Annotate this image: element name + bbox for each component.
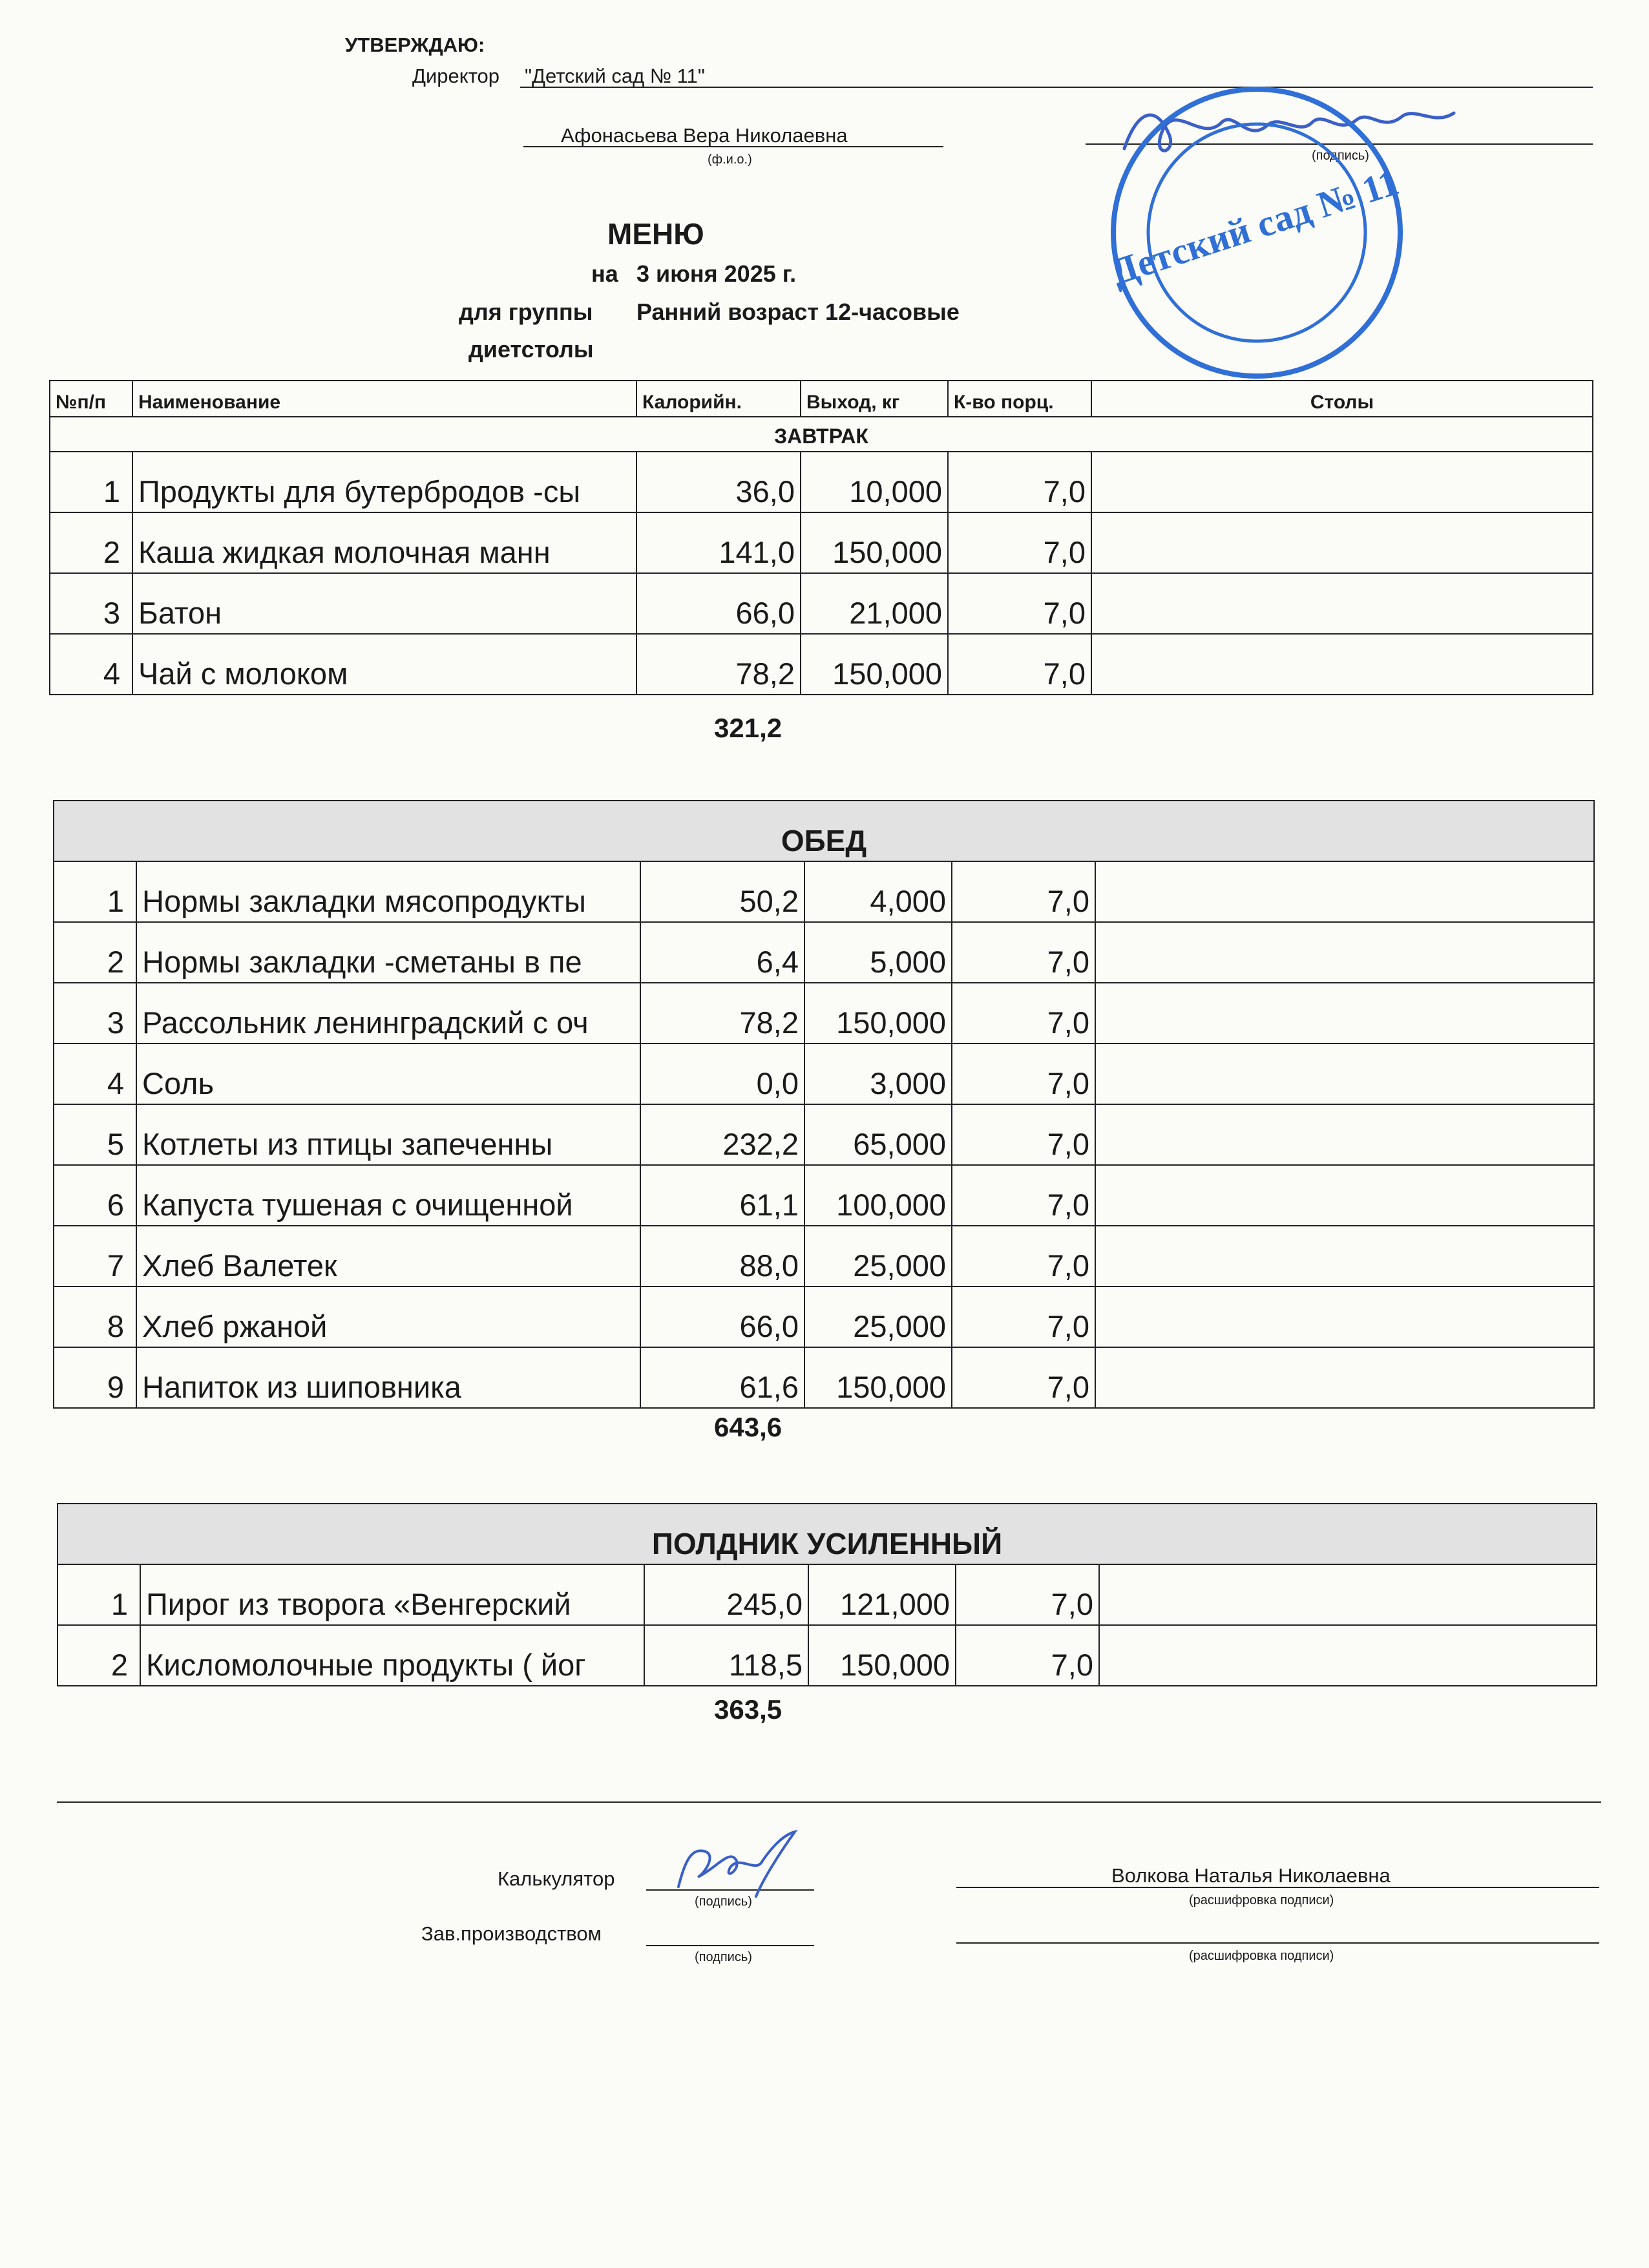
- row-tables: [1095, 1044, 1594, 1104]
- row-cal: 61,1: [640, 1165, 804, 1226]
- row-portions: 7,0: [948, 634, 1091, 695]
- section-title: ОБЕД: [54, 801, 1594, 861]
- prod-name-line: [956, 1942, 1599, 1944]
- row-cal: 0,0: [640, 1044, 804, 1104]
- row-name: Пирог из творога «Венгерский: [140, 1564, 644, 1625]
- row-cal: 66,0: [636, 573, 801, 634]
- org-underline: [520, 87, 1593, 88]
- footer-divider: [57, 1801, 1601, 1803]
- row-name: Продукты для бутербродов -сы: [132, 452, 636, 512]
- row-portions: 7,0: [948, 512, 1091, 573]
- row-num: 6: [54, 1165, 136, 1226]
- prod-decode-caption: (расшифровка подписи): [1189, 1949, 1334, 1963]
- row-tables: [1095, 1286, 1594, 1347]
- row-name: Рассольник ленинградский с оч: [136, 983, 640, 1044]
- calc-name-line: [956, 1887, 1599, 1888]
- row-num: 1: [50, 452, 132, 512]
- row-num: 1: [54, 861, 136, 922]
- section-title: ЗАВТРАК: [50, 417, 1593, 452]
- row-num: 7: [54, 1226, 136, 1286]
- prod-label: Зав.производством: [421, 1922, 602, 1945]
- calc-label: Калькулятор: [498, 1867, 615, 1890]
- row-yield: 150,000: [808, 1625, 956, 1686]
- row-yield: 3,000: [804, 1044, 952, 1104]
- row-yield: 21,000: [801, 573, 948, 634]
- section-header-row: [58, 1504, 1597, 1564]
- row-tables: [1091, 634, 1593, 695]
- menu-date: 3 июня 2025 г.: [636, 260, 797, 287]
- row-yield: 100,000: [804, 1165, 952, 1226]
- prod-sign-caption: (подпись): [695, 1950, 752, 1964]
- table-row: [58, 1564, 1597, 1625]
- calc-name: Волкова Наталья Николаевна: [1111, 1864, 1391, 1887]
- row-portions: 7,0: [952, 1226, 1095, 1286]
- row-portions: 7,0: [956, 1625, 1099, 1686]
- row-tables: [1095, 861, 1594, 922]
- row-name: Хлеб ржаной: [136, 1286, 640, 1347]
- row-name: Каша жидкая молочная манн: [132, 512, 636, 573]
- col-portions: К-во порц.: [948, 381, 1091, 417]
- row-cal: 245,0: [644, 1564, 808, 1625]
- row-name: Чай с молоком: [132, 634, 636, 695]
- col-tables: Столы: [1091, 381, 1593, 417]
- table-row: [54, 1347, 1594, 1408]
- row-cal: 36,0: [636, 452, 801, 512]
- director-sign-caption: (подпись): [1312, 149, 1369, 163]
- row-portions: 7,0: [948, 573, 1091, 634]
- table-row: [54, 922, 1594, 983]
- row-yield: 150,000: [804, 983, 952, 1044]
- row-portions: 7,0: [952, 1286, 1095, 1347]
- table-header-row: [50, 381, 1593, 417]
- row-tables: [1095, 983, 1594, 1044]
- row-name: Капуста тушеная с очищенной: [136, 1165, 640, 1226]
- row-yield: 10,000: [801, 452, 948, 512]
- row-name: Соль: [136, 1044, 640, 1104]
- row-tables: [1095, 1104, 1594, 1165]
- row-num: 2: [50, 512, 132, 573]
- row-yield: 25,000: [804, 1226, 952, 1286]
- table-row: [54, 861, 1594, 922]
- breakfast-table: [49, 380, 1593, 695]
- row-yield: 121,000: [808, 1564, 956, 1625]
- date-prefix: на: [591, 260, 618, 287]
- row-name: Нормы закладки мясопродукты: [136, 861, 640, 922]
- row-cal: 78,2: [636, 634, 801, 695]
- table-row: [50, 634, 1593, 695]
- row-name: Котлеты из птицы запеченны: [136, 1104, 640, 1165]
- row-cal: 66,0: [640, 1286, 804, 1347]
- row-tables: [1091, 573, 1593, 634]
- row-portions: 7,0: [948, 452, 1091, 512]
- snack-table: [57, 1503, 1597, 1686]
- table-row: [54, 1044, 1594, 1104]
- table-row: [54, 1165, 1594, 1226]
- name-underline: [523, 146, 943, 147]
- row-name: Напиток из шиповника: [136, 1347, 640, 1408]
- row-num: 5: [54, 1104, 136, 1165]
- breakfast-total: 321,2: [714, 713, 782, 743]
- row-name: Нормы закладки -сметаны в пе: [136, 922, 640, 983]
- table-row: [58, 1625, 1597, 1686]
- stamp-text: Детский сад № 11: [1106, 160, 1404, 293]
- table-row: [50, 573, 1593, 634]
- section-title: ПОЛДНИК УСИЛЕННЫЙ: [58, 1504, 1597, 1564]
- group-name-2: диетстолы: [468, 336, 594, 362]
- row-tables: [1095, 1165, 1594, 1226]
- row-yield: 25,000: [804, 1286, 952, 1347]
- row-cal: 88,0: [640, 1226, 804, 1286]
- table-row: [50, 452, 1593, 512]
- row-name: Кисломолочные продукты ( йог: [140, 1625, 644, 1686]
- row-portions: 7,0: [952, 983, 1095, 1044]
- snack-total: 363,5: [714, 1694, 782, 1725]
- prod-sign-line: [646, 1945, 814, 1946]
- row-cal: 50,2: [640, 861, 804, 922]
- row-tables: [1091, 512, 1593, 573]
- row-yield: 150,000: [801, 634, 948, 695]
- group-name: Ранний возраст 12-часовые: [636, 299, 960, 325]
- row-yield: 5,000: [804, 922, 952, 983]
- row-cal: 61,6: [640, 1347, 804, 1408]
- row-tables: [1095, 922, 1594, 983]
- row-num: 3: [54, 983, 136, 1044]
- row-num: 3: [50, 573, 132, 634]
- table-row: [54, 983, 1594, 1044]
- row-yield: 150,000: [801, 512, 948, 573]
- director-name: Афонасьева Вера Николаевна: [561, 124, 848, 147]
- row-num: 8: [54, 1286, 136, 1347]
- row-num: 1: [58, 1564, 140, 1625]
- col-cal: Калорийн.: [636, 381, 801, 417]
- row-portions: 7,0: [952, 1165, 1095, 1226]
- row-cal: 232,2: [640, 1104, 804, 1165]
- table-row: [50, 512, 1593, 573]
- col-num: №п/п: [50, 381, 132, 417]
- col-yield: Выход, кг: [801, 381, 948, 417]
- row-tables: [1095, 1226, 1594, 1286]
- row-name: Хлеб Валетек: [136, 1226, 640, 1286]
- table-row: [54, 1286, 1594, 1347]
- row-num: 2: [58, 1625, 140, 1686]
- table-row: [54, 1104, 1594, 1165]
- row-tables: [1095, 1347, 1594, 1408]
- row-tables: [1099, 1564, 1597, 1625]
- fio-caption: (ф.и.о.): [708, 152, 752, 167]
- row-num: 2: [54, 922, 136, 983]
- row-cal: 141,0: [636, 512, 801, 573]
- lunch-total: 643,6: [714, 1412, 782, 1442]
- row-tables: [1091, 452, 1593, 512]
- row-portions: 7,0: [952, 1104, 1095, 1165]
- approval-title: УТВЕРЖДАЮ:: [345, 34, 485, 56]
- row-portions: 7,0: [952, 861, 1095, 922]
- row-portions: 7,0: [952, 1347, 1095, 1408]
- row-portions: 7,0: [952, 922, 1095, 983]
- row-num: 9: [54, 1347, 136, 1408]
- row-cal: 78,2: [640, 983, 804, 1044]
- row-cal: 118,5: [644, 1625, 808, 1686]
- section-header-row: [50, 417, 1593, 452]
- group-prefix: для группы: [459, 299, 593, 325]
- row-yield: 4,000: [804, 861, 952, 922]
- row-name: Батон: [132, 573, 636, 634]
- stamp: [1105, 81, 1409, 384]
- calc-signature: [666, 1822, 834, 1906]
- table-row: [54, 1226, 1594, 1286]
- section-header-row: [54, 801, 1594, 861]
- menu-title: МЕНЮ: [607, 217, 704, 251]
- row-tables: [1099, 1625, 1597, 1686]
- calc-sign-caption: (подпись): [695, 1895, 752, 1909]
- row-num: 4: [54, 1044, 136, 1104]
- calc-decode-caption: (расшифровка подписи): [1189, 1893, 1334, 1907]
- row-portions: 7,0: [952, 1044, 1095, 1104]
- lunch-table: [53, 800, 1595, 1409]
- row-cal: 6,4: [640, 922, 804, 983]
- row-num: 4: [50, 634, 132, 695]
- row-portions: 7,0: [956, 1564, 1099, 1625]
- approval-position: Директор: [412, 65, 500, 87]
- row-yield: 65,000: [804, 1104, 952, 1165]
- col-name: Наименование: [132, 381, 636, 417]
- approval-org: "Детский сад № 11": [525, 65, 705, 87]
- row-yield: 150,000: [804, 1347, 952, 1408]
